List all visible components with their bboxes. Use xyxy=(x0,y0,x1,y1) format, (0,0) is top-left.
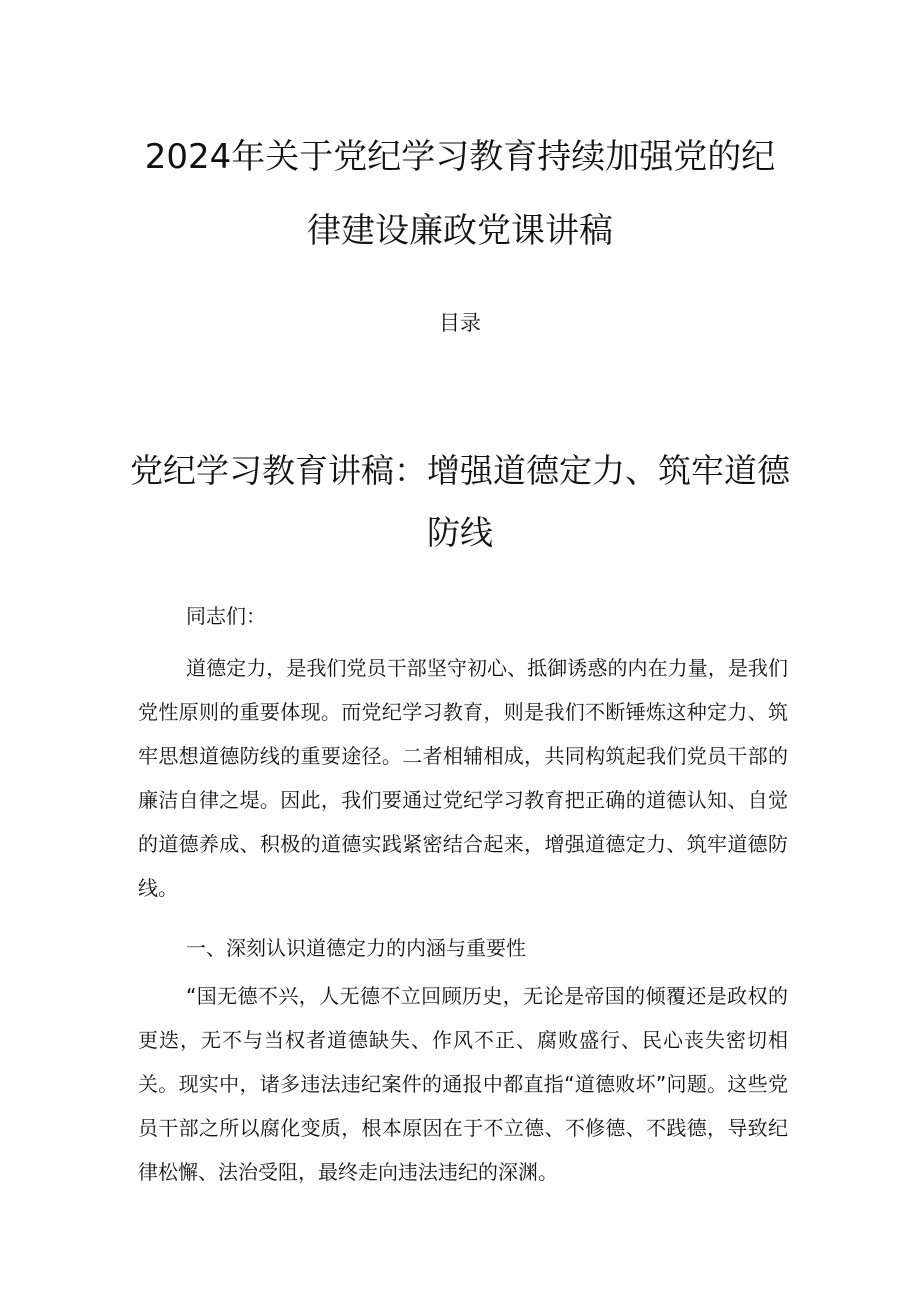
body-paragraph-2: “国无德不兴，人无德不立回顾历史，无论是帝国的倾覆还是政权的更迭，无不与当权者道德缺失、作风不正、腐败盛行、民心丧失密切相关。现实中，诸多违法违纪案件的通报中都直指“道德败坏”问题。这些党员干部之所以腐化变质，根本原因在于不立德、不修德、不践德，导致纪律松懈、法治受阻，最终走向违法违纪的深渊。 xyxy=(138,984,788,1184)
table-of-contents-label: 目录 xyxy=(439,311,481,335)
salutation: 同志们： xyxy=(186,604,266,628)
section-heading-1: 一、深刻认识道德定力的内涵与重要性 xyxy=(186,936,526,960)
body-paragraph-1: 道德定力，是我们党员干部坚守初心、抵御诱惑的内在力量，是我们党性原则的重要体现。而党纪学习教育，则是我们不断锤炼这种定力、筑牢思想道德防线的重要途径。二者相辅相成，共同构筑起我们党员干部的廉洁自律之堤。因此，我们要通过党纪学习教育把正确的道德认知、自觉的道德养成、积极的道德实践紧密结合起来，增强道德定力、筑牢道德防线。 xyxy=(138,656,788,900)
document-title: 2024年关于党纪学习教育持续加强党的纪律建设廉政党课讲稿 xyxy=(144,137,776,251)
section-title: 党纪学习教育讲稿：增强道德定力、筑牢道德防线 xyxy=(130,451,790,552)
